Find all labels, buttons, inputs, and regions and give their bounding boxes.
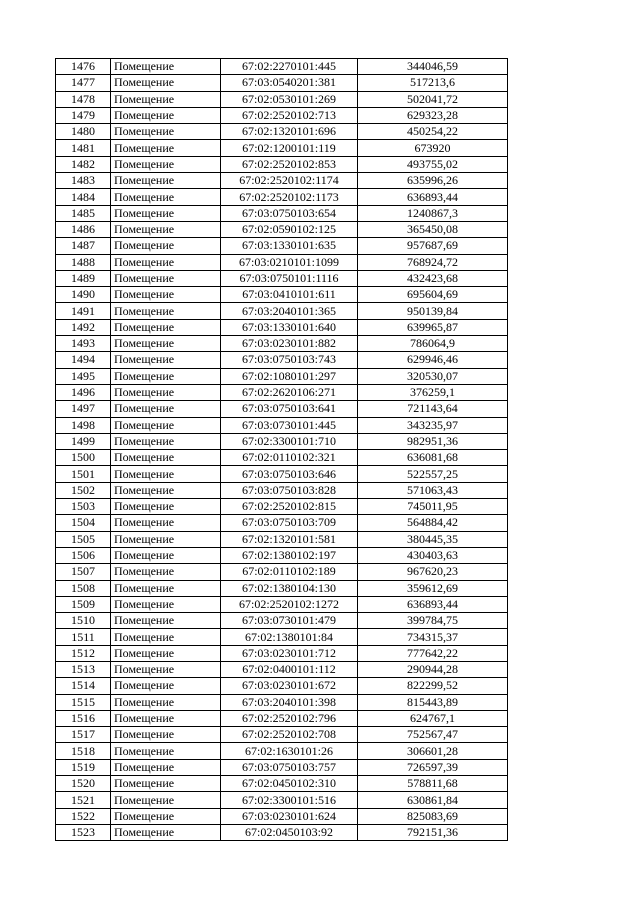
- value-cell: 745011,95: [358, 499, 508, 515]
- value-cell: 636893,44: [358, 189, 508, 205]
- object-type-cell: Помещение: [111, 759, 221, 775]
- table-row: [56, 613, 508, 629]
- value-cell: 752567,47: [358, 727, 508, 743]
- row-number-cell: 1498: [56, 417, 111, 433]
- object-type-cell: Помещение: [111, 303, 221, 319]
- row-number-cell: 1496: [56, 384, 111, 400]
- table-row: [56, 531, 508, 547]
- row-number-cell: 1490: [56, 287, 111, 303]
- object-type-cell: Помещение: [111, 808, 221, 824]
- value-cell: 359612,69: [358, 580, 508, 596]
- object-type-cell: Помещение: [111, 336, 221, 352]
- row-number-cell: 1485: [56, 205, 111, 221]
- object-type-cell: Помещение: [111, 287, 221, 303]
- cadastral-number-cell: 67:02:2520102:853: [221, 156, 358, 172]
- table-row: [56, 75, 508, 91]
- object-type-cell: Помещение: [111, 352, 221, 368]
- row-number-cell: 1479: [56, 107, 111, 123]
- property-table: [55, 58, 508, 841]
- value-cell: 673920: [358, 140, 508, 156]
- table-row: [56, 91, 508, 107]
- row-number-cell: 1478: [56, 91, 111, 107]
- value-cell: 815443,89: [358, 694, 508, 710]
- row-number-cell: 1501: [56, 466, 111, 482]
- value-cell: 320530,07: [358, 368, 508, 384]
- value-cell: 957687,69: [358, 238, 508, 254]
- cadastral-number-cell: 67:03:0750103:743: [221, 352, 358, 368]
- cadastral-number-cell: 67:02:1380101:84: [221, 629, 358, 645]
- row-number-cell: 1515: [56, 694, 111, 710]
- value-cell: 343235,97: [358, 417, 508, 433]
- row-number-cell: 1480: [56, 124, 111, 140]
- object-type-cell: Помещение: [111, 743, 221, 759]
- value-cell: 517213,6: [358, 75, 508, 91]
- table-row: [56, 515, 508, 531]
- table-row: [56, 759, 508, 775]
- cadastral-number-cell: 67:03:1330101:640: [221, 319, 358, 335]
- value-cell: 493755,02: [358, 156, 508, 172]
- object-type-cell: Помещение: [111, 75, 221, 91]
- object-type-cell: Помещение: [111, 221, 221, 237]
- table-row: [56, 124, 508, 140]
- object-type-cell: Помещение: [111, 727, 221, 743]
- row-number-cell: 1504: [56, 515, 111, 531]
- row-number-cell: 1523: [56, 824, 111, 840]
- table-row: [56, 743, 508, 759]
- object-type-cell: Помещение: [111, 515, 221, 531]
- object-type-cell: Помещение: [111, 140, 221, 156]
- row-number-cell: 1481: [56, 140, 111, 156]
- value-cell: 630861,84: [358, 792, 508, 808]
- cadastral-number-cell: 67:02:2520102:1174: [221, 173, 358, 189]
- object-type-cell: Помещение: [111, 107, 221, 123]
- value-cell: 822299,52: [358, 678, 508, 694]
- object-type-cell: Помещение: [111, 319, 221, 335]
- row-number-cell: 1499: [56, 433, 111, 449]
- cadastral-number-cell: 67:02:3300101:710: [221, 433, 358, 449]
- object-type-cell: Помещение: [111, 499, 221, 515]
- table-row: [56, 401, 508, 417]
- value-cell: 450254,22: [358, 124, 508, 140]
- row-number-cell: 1488: [56, 254, 111, 270]
- value-cell: 786064,9: [358, 336, 508, 352]
- object-type-cell: Помещение: [111, 401, 221, 417]
- cadastral-number-cell: 67:03:0210101:1099: [221, 254, 358, 270]
- cadastral-number-cell: 67:02:1320101:581: [221, 531, 358, 547]
- object-type-cell: Помещение: [111, 189, 221, 205]
- row-number-cell: 1513: [56, 661, 111, 677]
- table-row: [56, 238, 508, 254]
- object-type-cell: Помещение: [111, 482, 221, 498]
- object-type-cell: Помещение: [111, 156, 221, 172]
- cadastral-number-cell: 67:02:3300101:516: [221, 792, 358, 808]
- cadastral-number-cell: 67:02:2520102:1272: [221, 596, 358, 612]
- value-cell: 636893,44: [358, 596, 508, 612]
- table-row: [56, 140, 508, 156]
- cadastral-number-cell: 67:03:0750103:828: [221, 482, 358, 498]
- row-number-cell: 1508: [56, 580, 111, 596]
- row-number-cell: 1522: [56, 808, 111, 824]
- value-cell: 792151,36: [358, 824, 508, 840]
- row-number-cell: 1487: [56, 238, 111, 254]
- value-cell: 721143,64: [358, 401, 508, 417]
- object-type-cell: Помещение: [111, 238, 221, 254]
- table-row: [56, 173, 508, 189]
- cadastral-number-cell: 67:02:1630101:26: [221, 743, 358, 759]
- row-number-cell: 1503: [56, 499, 111, 515]
- table-row: [56, 727, 508, 743]
- row-number-cell: 1476: [56, 59, 111, 75]
- value-cell: 768924,72: [358, 254, 508, 270]
- row-number-cell: 1502: [56, 482, 111, 498]
- table-row: [56, 384, 508, 400]
- value-cell: 399784,75: [358, 613, 508, 629]
- table-row: [56, 547, 508, 563]
- object-type-cell: Помещение: [111, 547, 221, 563]
- table-row: [56, 336, 508, 352]
- value-cell: 290944,28: [358, 661, 508, 677]
- row-number-cell: 1507: [56, 564, 111, 580]
- cadastral-number-cell: 67:02:1320101:696: [221, 124, 358, 140]
- row-number-cell: 1520: [56, 776, 111, 792]
- object-type-cell: Помещение: [111, 629, 221, 645]
- value-cell: 777642,22: [358, 645, 508, 661]
- table-row: [56, 564, 508, 580]
- cadastral-number-cell: 67:03:0230101:672: [221, 678, 358, 694]
- cadastral-number-cell: 67:03:0750101:1116: [221, 270, 358, 286]
- table-row: [56, 792, 508, 808]
- row-number-cell: 1482: [56, 156, 111, 172]
- row-number-cell: 1506: [56, 547, 111, 563]
- object-type-cell: Помещение: [111, 205, 221, 221]
- cadastral-number-cell: 67:03:0410101:611: [221, 287, 358, 303]
- object-type-cell: Помещение: [111, 792, 221, 808]
- value-cell: 629323,28: [358, 107, 508, 123]
- object-type-cell: Помещение: [111, 433, 221, 449]
- row-number-cell: 1497: [56, 401, 111, 417]
- row-number-cell: 1491: [56, 303, 111, 319]
- value-cell: 639965,87: [358, 319, 508, 335]
- row-number-cell: 1492: [56, 319, 111, 335]
- value-cell: 726597,39: [358, 759, 508, 775]
- table-row: [56, 287, 508, 303]
- table-row: [56, 368, 508, 384]
- cadastral-number-cell: 67:03:0750103:757: [221, 759, 358, 775]
- table-row: [56, 417, 508, 433]
- cadastral-number-cell: 67:03:2040101:398: [221, 694, 358, 710]
- table-row: [56, 107, 508, 123]
- row-number-cell: 1509: [56, 596, 111, 612]
- table-row: [56, 450, 508, 466]
- cadastral-number-cell: 67:02:1380104:130: [221, 580, 358, 596]
- table-row: [56, 270, 508, 286]
- cadastral-number-cell: 67:03:0230101:712: [221, 645, 358, 661]
- table-row: [56, 629, 508, 645]
- row-number-cell: 1511: [56, 629, 111, 645]
- value-cell: 344046,59: [358, 59, 508, 75]
- table-row: [56, 710, 508, 726]
- table-row: [56, 59, 508, 75]
- table-row: [56, 482, 508, 498]
- value-cell: 629946,46: [358, 352, 508, 368]
- table-row: [56, 678, 508, 694]
- cadastral-number-cell: 67:02:2520102:713: [221, 107, 358, 123]
- row-number-cell: 1516: [56, 710, 111, 726]
- object-type-cell: Помещение: [111, 270, 221, 286]
- row-number-cell: 1494: [56, 352, 111, 368]
- value-cell: 380445,35: [358, 531, 508, 547]
- object-type-cell: Помещение: [111, 384, 221, 400]
- object-type-cell: Помещение: [111, 450, 221, 466]
- row-number-cell: 1500: [56, 450, 111, 466]
- row-number-cell: 1519: [56, 759, 111, 775]
- cadastral-number-cell: 67:02:0400101:112: [221, 661, 358, 677]
- cadastral-number-cell: 67:03:0230101:624: [221, 808, 358, 824]
- value-cell: 430403,63: [358, 547, 508, 563]
- value-cell: 522557,25: [358, 466, 508, 482]
- table-row: [56, 580, 508, 596]
- table-row: [56, 205, 508, 221]
- value-cell: 825083,69: [358, 808, 508, 824]
- cadastral-number-cell: 67:03:1330101:635: [221, 238, 358, 254]
- cadastral-number-cell: 67:02:2270101:445: [221, 59, 358, 75]
- row-number-cell: 1483: [56, 173, 111, 189]
- object-type-cell: Помещение: [111, 466, 221, 482]
- cadastral-number-cell: 67:02:0590102:125: [221, 221, 358, 237]
- cadastral-number-cell: 67:02:2520102:815: [221, 499, 358, 515]
- object-type-cell: Помещение: [111, 694, 221, 710]
- object-type-cell: Помещение: [111, 613, 221, 629]
- cadastral-number-cell: 67:03:0750103:709: [221, 515, 358, 531]
- value-cell: 365450,08: [358, 221, 508, 237]
- table-row: [56, 661, 508, 677]
- table-row: [56, 824, 508, 840]
- table-row: [56, 776, 508, 792]
- cadastral-number-cell: 67:02:1200101:119: [221, 140, 358, 156]
- object-type-cell: Помещение: [111, 173, 221, 189]
- table-row: [56, 352, 508, 368]
- table-row: [56, 433, 508, 449]
- value-cell: 432423,68: [358, 270, 508, 286]
- table-row: [56, 694, 508, 710]
- table-row: [56, 596, 508, 612]
- table-row: [56, 189, 508, 205]
- object-type-cell: Помещение: [111, 580, 221, 596]
- cadastral-number-cell: 67:03:0540201:381: [221, 75, 358, 91]
- table-row: [56, 156, 508, 172]
- property-table-body: [56, 59, 508, 841]
- cadastral-number-cell: 67:02:0530101:269: [221, 91, 358, 107]
- row-number-cell: 1512: [56, 645, 111, 661]
- object-type-cell: Помещение: [111, 124, 221, 140]
- table-row: [56, 499, 508, 515]
- table-row: [56, 319, 508, 335]
- object-type-cell: Помещение: [111, 645, 221, 661]
- value-cell: 967620,23: [358, 564, 508, 580]
- object-type-cell: Помещение: [111, 91, 221, 107]
- cadastral-number-cell: 67:02:0110102:189: [221, 564, 358, 580]
- table-row: [56, 808, 508, 824]
- cadastral-number-cell: 67:02:0110102:321: [221, 450, 358, 466]
- object-type-cell: Помещение: [111, 710, 221, 726]
- cadastral-number-cell: 67:02:0450102:310: [221, 776, 358, 792]
- object-type-cell: Помещение: [111, 596, 221, 612]
- cadastral-number-cell: 67:02:1380102:197: [221, 547, 358, 563]
- row-number-cell: 1489: [56, 270, 111, 286]
- table-row: [56, 303, 508, 319]
- row-number-cell: 1484: [56, 189, 111, 205]
- cadastral-number-cell: 67:03:0750103:646: [221, 466, 358, 482]
- value-cell: 624767,1: [358, 710, 508, 726]
- cadastral-number-cell: 67:02:2620106:271: [221, 384, 358, 400]
- value-cell: 950139,84: [358, 303, 508, 319]
- row-number-cell: 1510: [56, 613, 111, 629]
- value-cell: 982951,36: [358, 433, 508, 449]
- object-type-cell: Помещение: [111, 417, 221, 433]
- object-type-cell: Помещение: [111, 59, 221, 75]
- object-type-cell: Помещение: [111, 824, 221, 840]
- value-cell: 502041,72: [358, 91, 508, 107]
- value-cell: 636081,68: [358, 450, 508, 466]
- table-row: [56, 466, 508, 482]
- object-type-cell: Помещение: [111, 254, 221, 270]
- object-type-cell: Помещение: [111, 678, 221, 694]
- row-number-cell: 1514: [56, 678, 111, 694]
- object-type-cell: Помещение: [111, 368, 221, 384]
- row-number-cell: 1521: [56, 792, 111, 808]
- row-number-cell: 1517: [56, 727, 111, 743]
- cadastral-number-cell: 67:02:0450103:92: [221, 824, 358, 840]
- cadastral-number-cell: 67:03:0750103:641: [221, 401, 358, 417]
- cadastral-number-cell: 67:02:2520102:796: [221, 710, 358, 726]
- value-cell: 635996,26: [358, 173, 508, 189]
- table-row: [56, 254, 508, 270]
- table-row: [56, 221, 508, 237]
- value-cell: 695604,69: [358, 287, 508, 303]
- cadastral-number-cell: 67:03:0230101:882: [221, 336, 358, 352]
- row-number-cell: 1486: [56, 221, 111, 237]
- row-number-cell: 1518: [56, 743, 111, 759]
- row-number-cell: 1505: [56, 531, 111, 547]
- cadastral-number-cell: 67:03:0730101:479: [221, 613, 358, 629]
- cadastral-number-cell: 67:03:0730101:445: [221, 417, 358, 433]
- cadastral-number-cell: 67:02:2520102:708: [221, 727, 358, 743]
- row-number-cell: 1477: [56, 75, 111, 91]
- row-number-cell: 1495: [56, 368, 111, 384]
- value-cell: 1240867,3: [358, 205, 508, 221]
- row-number-cell: 1493: [56, 336, 111, 352]
- object-type-cell: Помещение: [111, 531, 221, 547]
- value-cell: 734315,37: [358, 629, 508, 645]
- value-cell: 306601,28: [358, 743, 508, 759]
- cadastral-number-cell: 67:03:2040101:365: [221, 303, 358, 319]
- object-type-cell: Помещение: [111, 564, 221, 580]
- cadastral-number-cell: 67:03:0750103:654: [221, 205, 358, 221]
- cadastral-number-cell: 67:02:2520102:1173: [221, 189, 358, 205]
- value-cell: 564884,42: [358, 515, 508, 531]
- object-type-cell: Помещение: [111, 661, 221, 677]
- value-cell: 571063,43: [358, 482, 508, 498]
- object-type-cell: Помещение: [111, 776, 221, 792]
- value-cell: 376259,1: [358, 384, 508, 400]
- table-row: [56, 645, 508, 661]
- cadastral-number-cell: 67:02:1080101:297: [221, 368, 358, 384]
- value-cell: 578811,68: [358, 776, 508, 792]
